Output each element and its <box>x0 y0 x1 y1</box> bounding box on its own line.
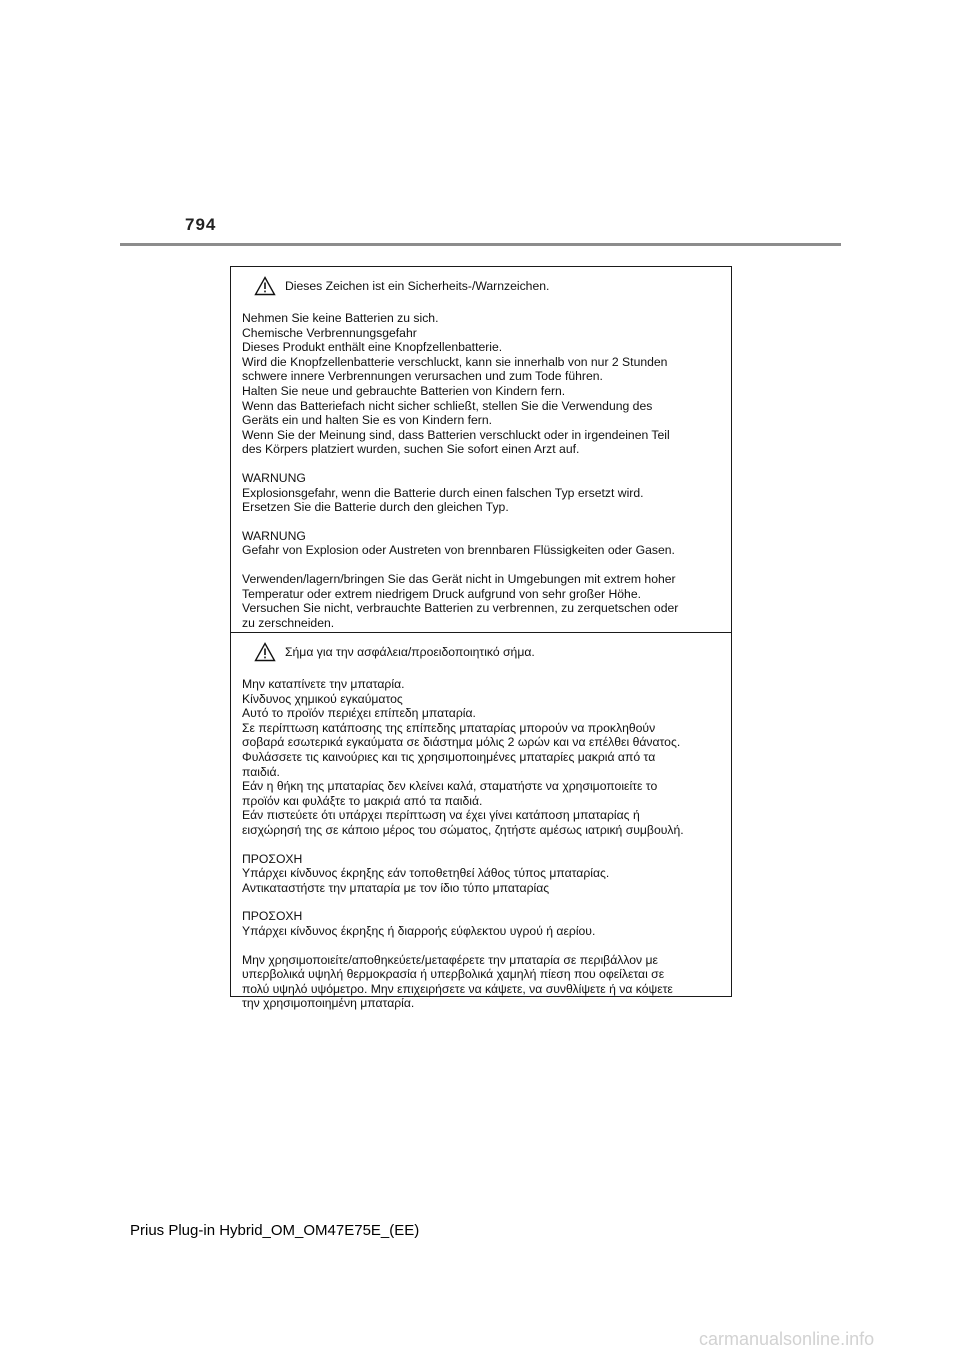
paragraph-explosion-warning <box>242 909 723 938</box>
header-rule <box>120 243 841 246</box>
text-line: Geräts ein und halten Sie es von Kindern fern. <box>242 413 492 428</box>
warning-heading: WARNUNG <box>242 528 306 543</box>
page-number: 794 <box>185 215 217 234</box>
warning-heading: ΠΡΟΣΟΧΗ <box>242 851 303 866</box>
text-line: Σε περίπτωση κατάποσης της επίπεδης μπαταρίας μπορούν να προκληθούν <box>242 720 656 735</box>
document-footer: Prius Plug-in Hybrid_OM_OM47E75E_(EE) <box>130 1222 420 1239</box>
text-line: Υπάρχει κίνδυνος έκρηξης εάν τοποθετηθεί λάθος τύπος μπαταρίας. <box>242 866 610 881</box>
text-line: Halten Sie neue und gebrauchte Batterien von Kindern fern. <box>242 383 566 398</box>
text-line: προϊόν και φυλάξτε το μακριά από τα παιδιά. <box>242 793 483 808</box>
text-line: Αντικαταστήστε την μπαταρία με τον ίδιο τύπο μπαταρίας <box>242 880 550 895</box>
text-line: Φυλάσσετε τις καινούριες και τις χρησιμοποιημένες μπαταρίες μακριά από τα <box>242 749 656 764</box>
text-line: Wenn Sie der Meinung sind, dass Batterien verschluckt oder in irgendeinen Teil <box>242 427 670 442</box>
text-line: πολύ υψηλό υψόμετρο. Μην επιχειρήσετε να κάψετε, να συνθλίψετε ή να κόψετε <box>242 981 673 996</box>
symbol-line <box>242 639 723 665</box>
text-line: Υπάρχει κίνδυνος έκρηξης ή διαρροής εύφλεκτου υγρού ή αερίου. <box>242 923 596 938</box>
warning-heading: ΠΡΟΣΟΧΗ <box>242 909 303 924</box>
paragraph-wrong-type-warning <box>242 852 723 896</box>
warning-triangle-icon <box>254 642 276 662</box>
text-line: des Körpers platziert wurden, suchen Sie sofort einen Arzt auf. <box>242 442 580 457</box>
text-line: Wird die Knopfzellenbatterie verschluckt, kann sie innerhalb von nur 2 Stunden <box>242 354 668 369</box>
text-line: Μην καταπίνετε την μπαταρία. <box>242 677 405 691</box>
text-line: Nehmen Sie keine Batterien zu sich. <box>242 311 439 325</box>
paragraph-explosion-warning <box>242 529 723 558</box>
text-line: Temperatur oder extrem niedrigem Druck aufgrund von sehr großer Höhe. <box>242 586 641 601</box>
text-line: παιδιά. <box>242 764 280 779</box>
text-line: zu zerschneiden. <box>242 615 335 630</box>
symbol-line <box>242 273 723 299</box>
text-line: Κίνδυνος χημικού εγκαύματος <box>242 691 403 706</box>
warning-triangle-icon <box>254 276 276 296</box>
paragraph-wrong-type-warning <box>242 471 723 515</box>
symbol-caption: Dieses Zeichen ist ein Sicherheits-/Warnzeichen. <box>285 279 550 293</box>
text-line: Αυτό το προϊόν περιέχει επίπεδη μπαταρία. <box>242 706 476 721</box>
text-line: Dieses Produkt enthält eine Knopfzellenbatterie. <box>242 340 503 355</box>
text-line: Εάν η θήκη της μπαταρίας δεν κλείνει καλά, σταματήστε να χρησιμοποιείτε το <box>242 779 658 794</box>
text-line: Versuchen Sie nicht, verbrauchte Batterien zu verbrennen, zu zerquetschen oder <box>242 601 679 616</box>
watermark: carmanualsonline.info <box>699 1329 875 1349</box>
text-line: Verwenden/lagern/bringen Sie das Gerät nicht in Umgebungen mit extrem hoher <box>242 571 676 586</box>
text-line: την χρησιμοποιημένη μπαταρία. <box>242 996 415 1011</box>
paragraph-environment-warning <box>242 953 723 1011</box>
paragraph-swallow-warning <box>242 677 723 838</box>
text-line: schwere innere Verbrennungen verursachen und zum Tode führen. <box>242 369 603 384</box>
battery-warning-notice <box>230 266 732 1011</box>
text-line: Chemische Verbrennungsgefahr <box>242 325 417 340</box>
text-line: Μην χρησιμοποιείτε/αποθηκεύετε/μεταφέρετε την μπαταρία σε περιβάλλον με <box>242 952 658 967</box>
warning-heading: WARNUNG <box>242 470 306 485</box>
text-line: υπερβολικά υψηλή θερμοκρασία ή υπερβολικά χαμηλή πίεση που οφείλεται σε <box>242 967 665 982</box>
text-line: Εάν πιστεύετε ότι υπάρχει περίπτωση να έχει γίνει κατάποση μπαταρίας ή <box>242 808 640 823</box>
text-line: Ersetzen Sie die Batterie durch den gleichen Typ. <box>242 500 509 515</box>
text-line: Wenn das Batteriefach nicht sicher schließt, stellen Sie die Verwendung des <box>242 398 653 413</box>
text-line: Explosionsgefahr, wenn die Batterie durch einen falschen Typ ersetzt wird. <box>242 485 644 500</box>
paragraph-swallow-warning <box>242 311 723 457</box>
text-line: εισχώρησή της σε κάποιο μέρος του σώματος, ζητήστε αμέσως ιατρική συμβουλή. <box>242 822 684 837</box>
text-line: σοβαρά εσωτερικά εγκαύματα σε διάστημα μόλις 2 ωρών και να επέλθει θάνατος. <box>242 735 681 750</box>
notice-section-greek <box>231 632 731 1011</box>
paragraph-environment-warning <box>242 572 723 630</box>
text-line: Gefahr von Explosion oder Austreten von brennbaren Flüssigkeiten oder Gasen. <box>242 543 675 558</box>
notice-section-german <box>231 267 731 632</box>
symbol-caption: Σήμα για την ασφάλεια/προειδοποιητικό σήμα. <box>285 645 535 659</box>
